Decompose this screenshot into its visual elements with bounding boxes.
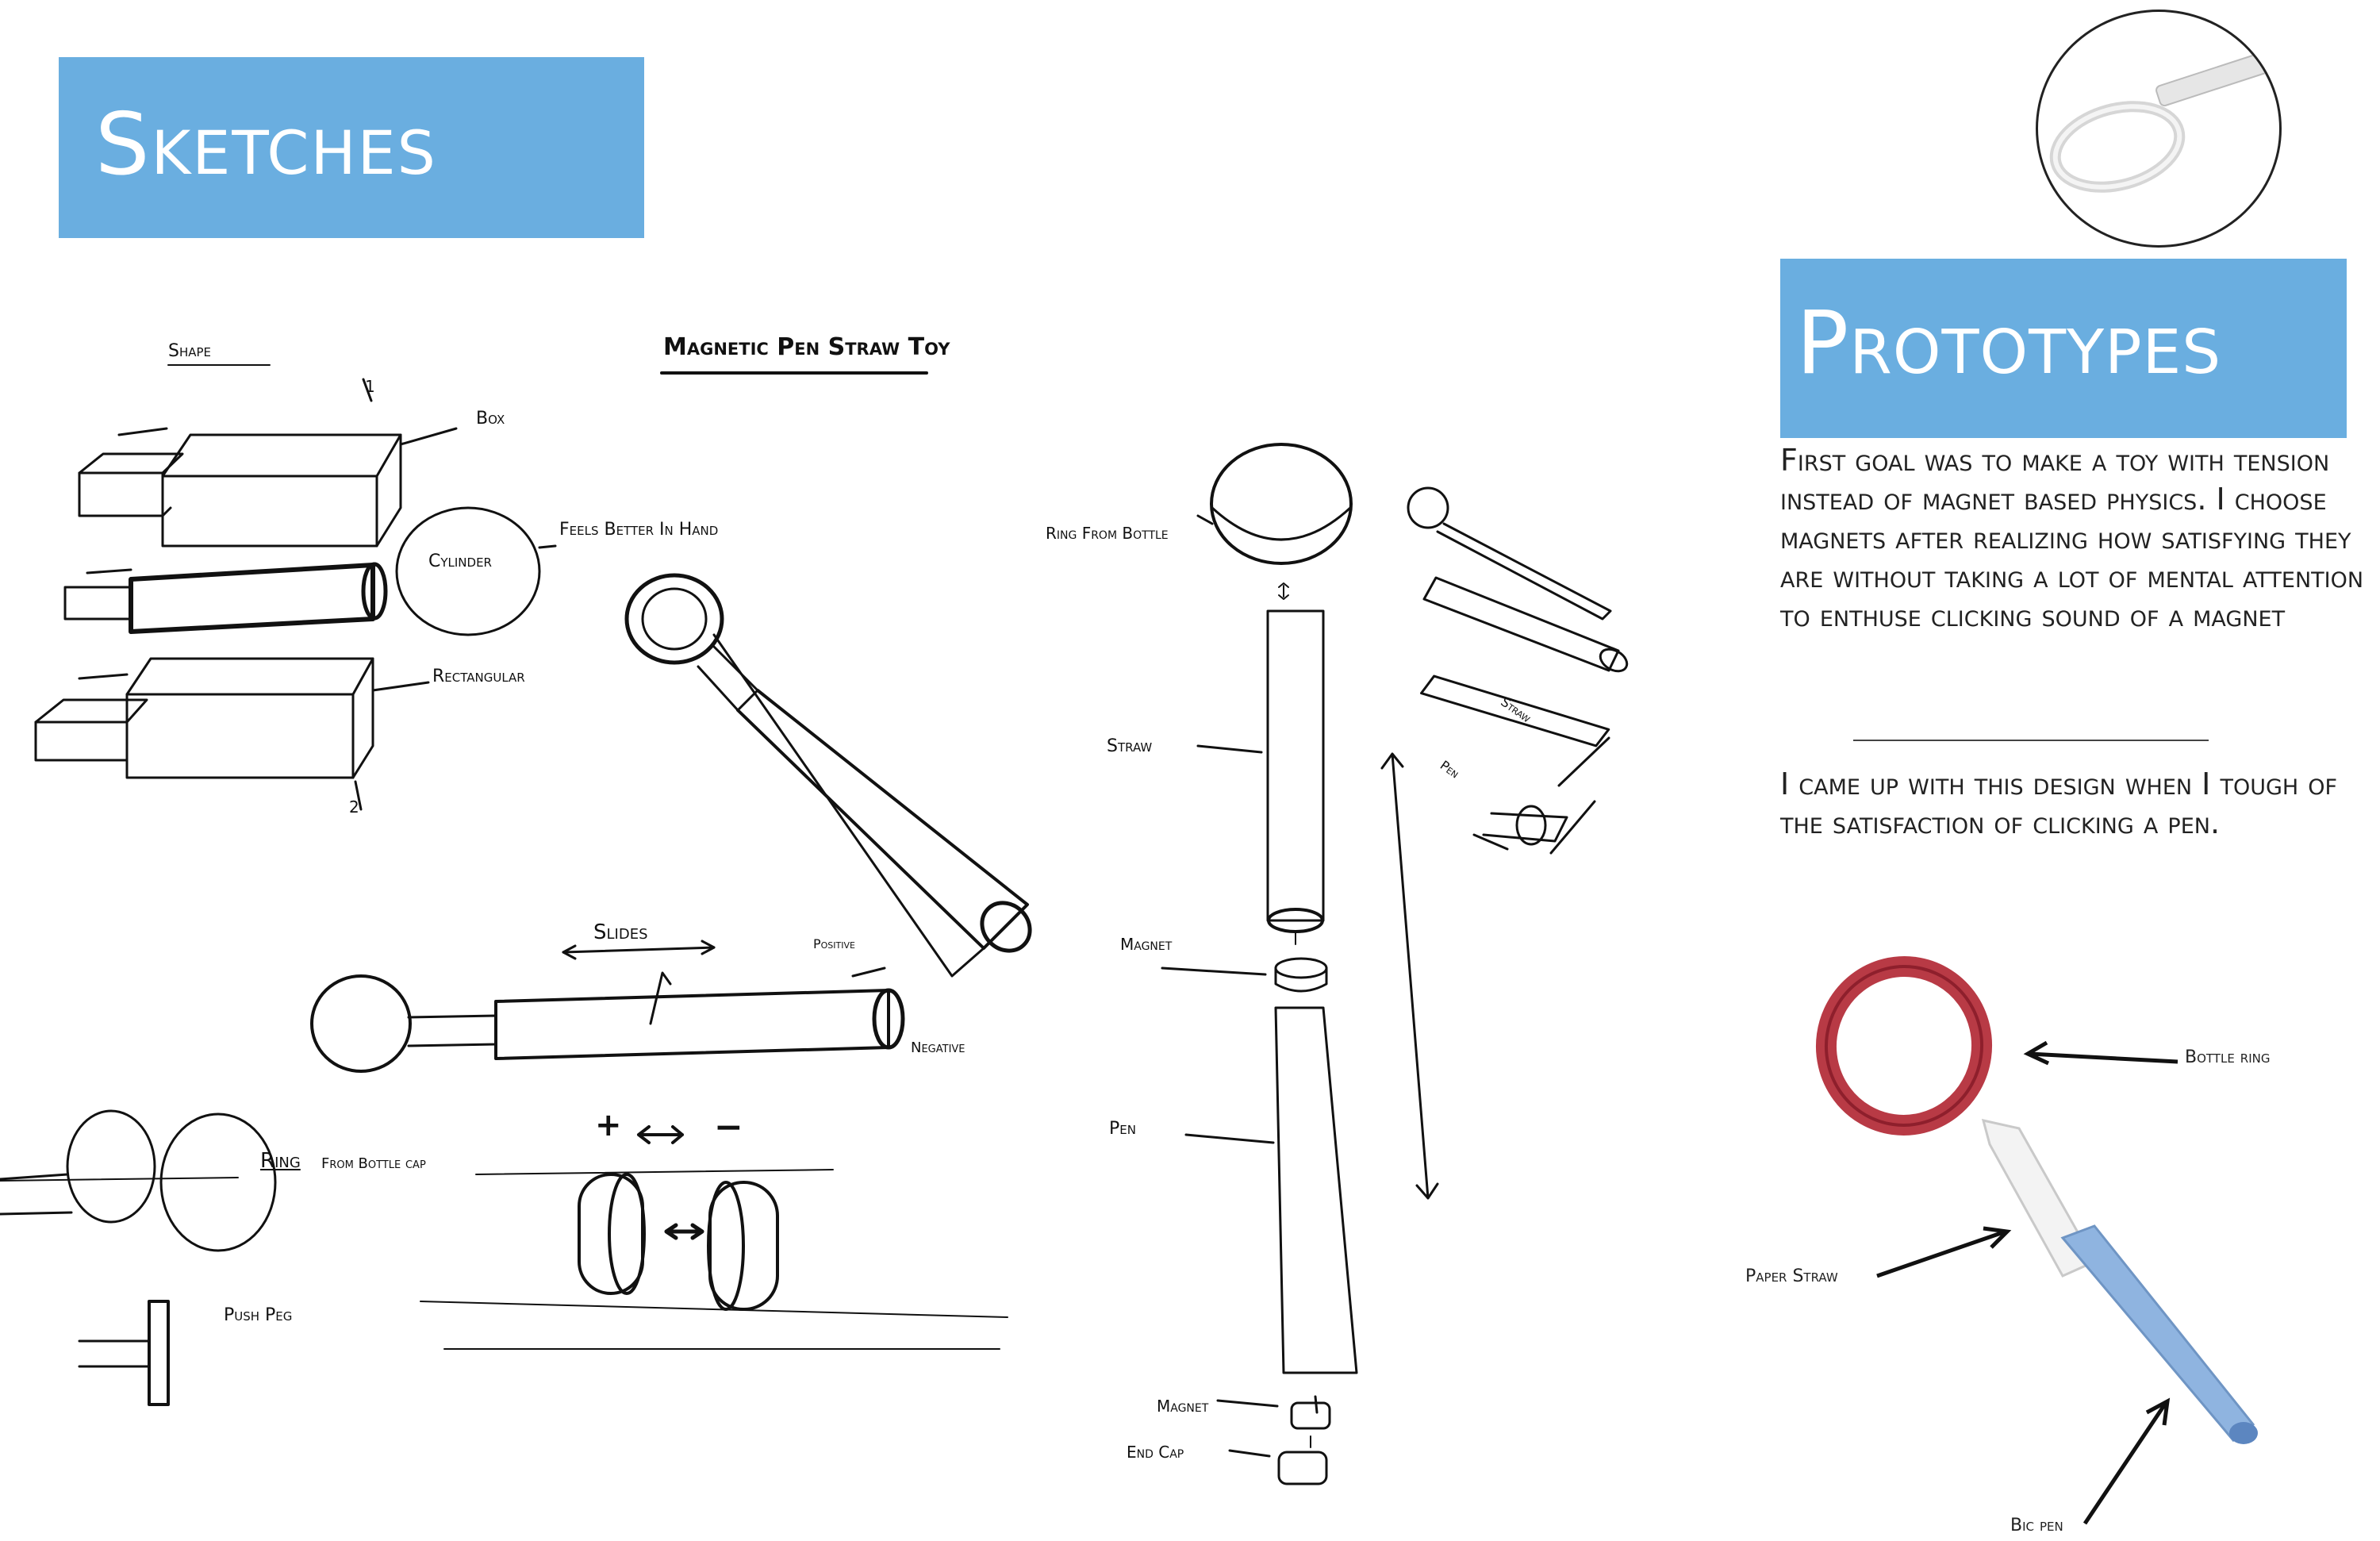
label-negative: Negative (911, 1040, 965, 1056)
label-from-bottle-cap: From Bottle cap (321, 1155, 426, 1172)
sketch-title: Magnetic Pen Straw Toy (663, 333, 950, 361)
label-positive: Positive (813, 936, 855, 951)
callout-paper-straw: Paper Straw (1745, 1266, 1838, 1286)
label-shape: Shape (168, 341, 212, 361)
prototype-description-1: First goal was to make a toy with tension instead of magnet based physics. I choose magnets after realizing how satisfying they are without taking a lot of mental attention to enthuse clicking sound of a magnet (1780, 443, 2364, 633)
label-magnet-bottom: Magnet (1157, 1397, 1209, 1416)
label-push-peg: Push Peg (224, 1305, 293, 1325)
label-rectangular: Rectangular (432, 667, 525, 686)
label-two: 2 (349, 797, 359, 817)
label-slides: Slides (593, 920, 648, 944)
prototype-description-2: I came up with this design when I tough of the satisfaction of clicking a pen. (1780, 767, 2338, 840)
label-pen-small: Pen (1437, 757, 1463, 782)
prototypes-title: Prototypes (1796, 292, 2222, 394)
callout-bottle-ring: Bottle ring (2185, 1047, 2271, 1067)
label-one: 1 (365, 377, 375, 396)
label-feels-better: Feels Better In Hand (559, 520, 719, 540)
label-cylinder: Cylinder (428, 551, 492, 571)
label-straw-small: Straw (1498, 694, 1534, 726)
label-plus: + (595, 1107, 622, 1143)
label-ring: Ring (260, 1149, 301, 1173)
label-minus: − (714, 1107, 743, 1147)
label-magnet-top: Magnet (1120, 935, 1173, 954)
callout-bic-pen: Bic pen (2010, 1516, 2063, 1535)
label-end-cap: End Cap (1127, 1443, 1184, 1462)
label-pen: Pen (1109, 1119, 1136, 1139)
label-box: Box (476, 409, 505, 428)
label-straw: Straw (1107, 736, 1153, 756)
sketches-title: Sketches (95, 95, 437, 194)
label-ring-from-bottle: Ring From Bottle (1046, 524, 1169, 543)
